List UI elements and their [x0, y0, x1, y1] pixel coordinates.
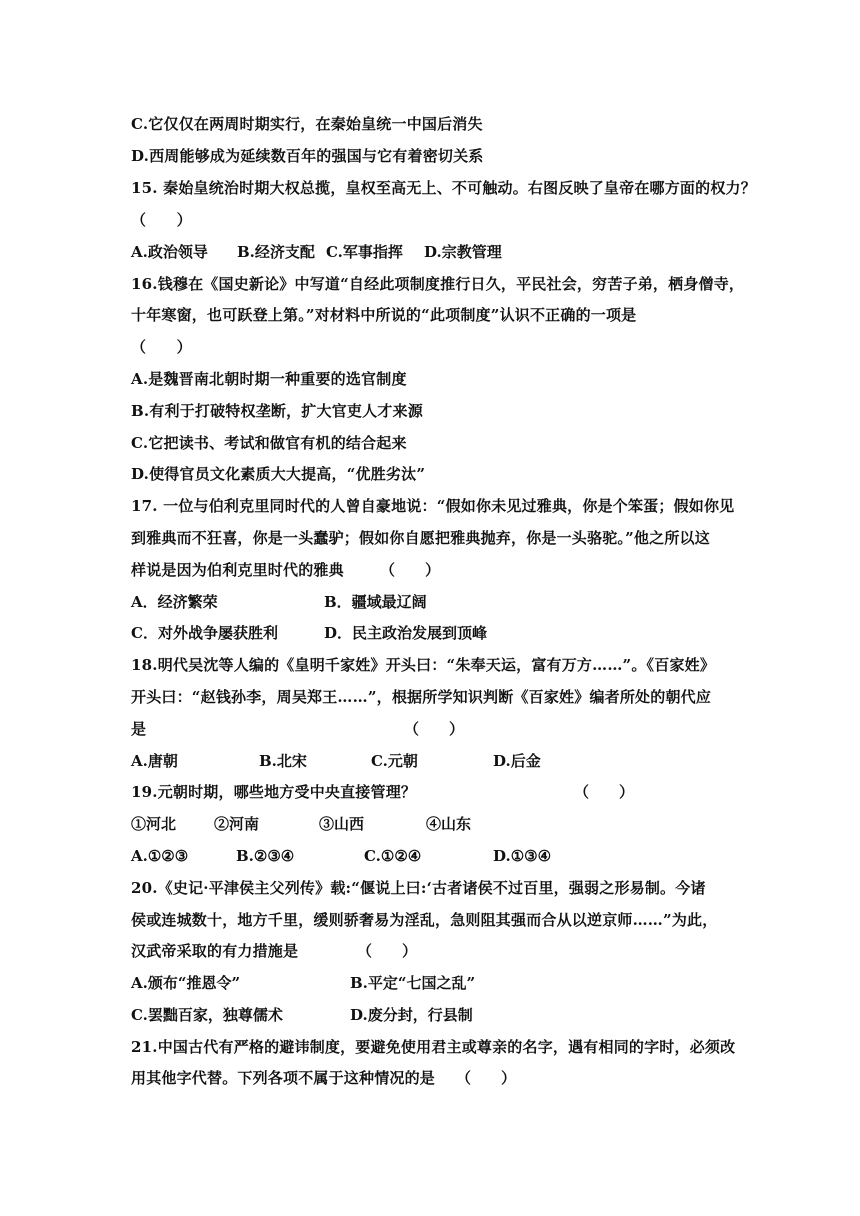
- q20-option-c: C.罢黜百家，独尊儒术: [131, 1006, 283, 1024]
- q16-stem-1: 16.钱穆在《国史新论》中写道“自经此项制度推行日久，平民社会，穷苦子弟，栖身僧寺，: [131, 275, 745, 293]
- q21-answer-blank: （ ）: [456, 1069, 517, 1087]
- q17-option-d: D．民主政治发展到顶峰: [324, 624, 488, 642]
- q18-option-b: B.北宋: [259, 752, 307, 770]
- q19-option-c: C.①②④: [364, 847, 422, 865]
- q20-option-b: B.平定“七国之乱”: [350, 974, 476, 992]
- q15-option-d: D.宗教管理: [424, 243, 502, 261]
- q15-option-c: C.军事指挥: [326, 243, 403, 261]
- q15-stem: 15. 秦始皇统治时期大权总揽，皇权至高无上、不可触动。右图反映了皇帝在哪方面的权力？: [131, 179, 756, 197]
- q19-answer-blank: （ ）: [574, 783, 635, 801]
- q20-stem-3: 汉武帝采取的有力措施是: [131, 942, 299, 960]
- q15-option-b: B.经济支配: [237, 243, 315, 261]
- q17-option-a: A．经济繁荣: [131, 593, 218, 611]
- q16-option-b: B.有利于打破特权垄断，扩大官吏人才来源: [131, 402, 423, 420]
- q14-option-c: C.它仅仅在两周时期实行，在秦始皇统一中国后消失: [131, 115, 483, 133]
- q19-item-4: ④山东: [426, 815, 472, 833]
- q17-stem-3: 样说是因为伯利克里时代的雅典: [131, 561, 344, 579]
- q20-stem-2: 侯或连城数十，地方千里，缓则骄奢易为淫乱，急则阻其强而合从以逆京师……”为此，: [131, 911, 718, 929]
- q18-option-d: D.后金: [493, 752, 541, 770]
- q17-answer-blank: （ ）: [380, 561, 441, 579]
- q17-option-b: B．疆域最辽阔: [324, 593, 427, 611]
- q21-stem-2: 用其他字代替。下列各项不属于这种情况的是: [131, 1069, 436, 1087]
- q16-option-c: C.它把读书、考试和做官有机的结合起来: [131, 434, 407, 452]
- q19-option-b: B.②③④: [236, 847, 295, 865]
- q19-option-a: A.①②③: [131, 847, 189, 865]
- q18-stem-1: 18.明代吴沈等人编的《皇明千家姓》开头曰：“朱奉天运，富有万方……”。《百家姓》: [131, 656, 716, 674]
- q19-item-3: ③山西: [319, 815, 365, 833]
- q16-answer-blank: （ ）: [131, 338, 192, 356]
- q19-item-1: ①河北: [131, 815, 177, 833]
- q20-answer-blank: （ ）: [357, 942, 418, 960]
- q18-option-a: A.唐朝: [131, 752, 178, 770]
- q18-stem-3: 是: [131, 720, 147, 738]
- q21-stem-1: 21.中国古代有严格的避讳制度，要避免使用君主或尊亲的名字，遇有相同的字时，必须改: [131, 1038, 736, 1056]
- q18-answer-blank: （ ）: [404, 720, 465, 738]
- q17-stem-1: 17. 一位与伯利克里同时代的人曾自豪地说：“假如你未见过雅典，你是个笨蛋；假如你见: [131, 497, 735, 515]
- q15-answer-blank: （ ）: [131, 211, 192, 229]
- q16-option-d: D.使得官员文化素质大大提高，“优胜劣汰”: [131, 465, 426, 483]
- q19-stem: 19.元朝时期，哪些地方受中央直接管理？: [131, 783, 417, 801]
- q14-option-d: D.西周能够成为延续数百年的强国与它有着密切关系: [131, 147, 484, 165]
- q20-option-a: A.颁布“推恩令”: [131, 974, 241, 992]
- q19-option-d: D.①③④: [493, 847, 552, 865]
- q18-option-c: C.元朝: [371, 752, 418, 770]
- q20-option-d: D.废分封，行县制: [350, 1006, 473, 1024]
- q20-stem-1: 20.《史记·平津侯主父列传》载:“偃说上曰:‘古者诸侯不过百里，强弱之形易制。今诸: [131, 879, 706, 897]
- q16-stem-2: 十年寒窗，也可跃登上第。”对材料中所说的“此项制度”认识不正确的一项是: [131, 306, 637, 324]
- q17-stem-2: 到雅典而不狂喜，你是一头蠢驴；假如你自愿把雅典抛弃，你是一头骆驼。”他之所以这: [131, 529, 710, 547]
- q19-item-2: ②河南: [214, 815, 260, 833]
- q17-option-c: C．对外战争屡获胜利: [131, 624, 278, 642]
- q16-option-a: A.是魏晋南北朝时期一种重要的选官制度: [131, 370, 407, 388]
- q15-option-a: A.政治领导: [131, 243, 208, 261]
- q18-stem-2: 开头曰：“赵钱孙李，周吴郑王……”，根据所学知识判断《百家姓》编者所处的朝代应: [131, 688, 712, 706]
